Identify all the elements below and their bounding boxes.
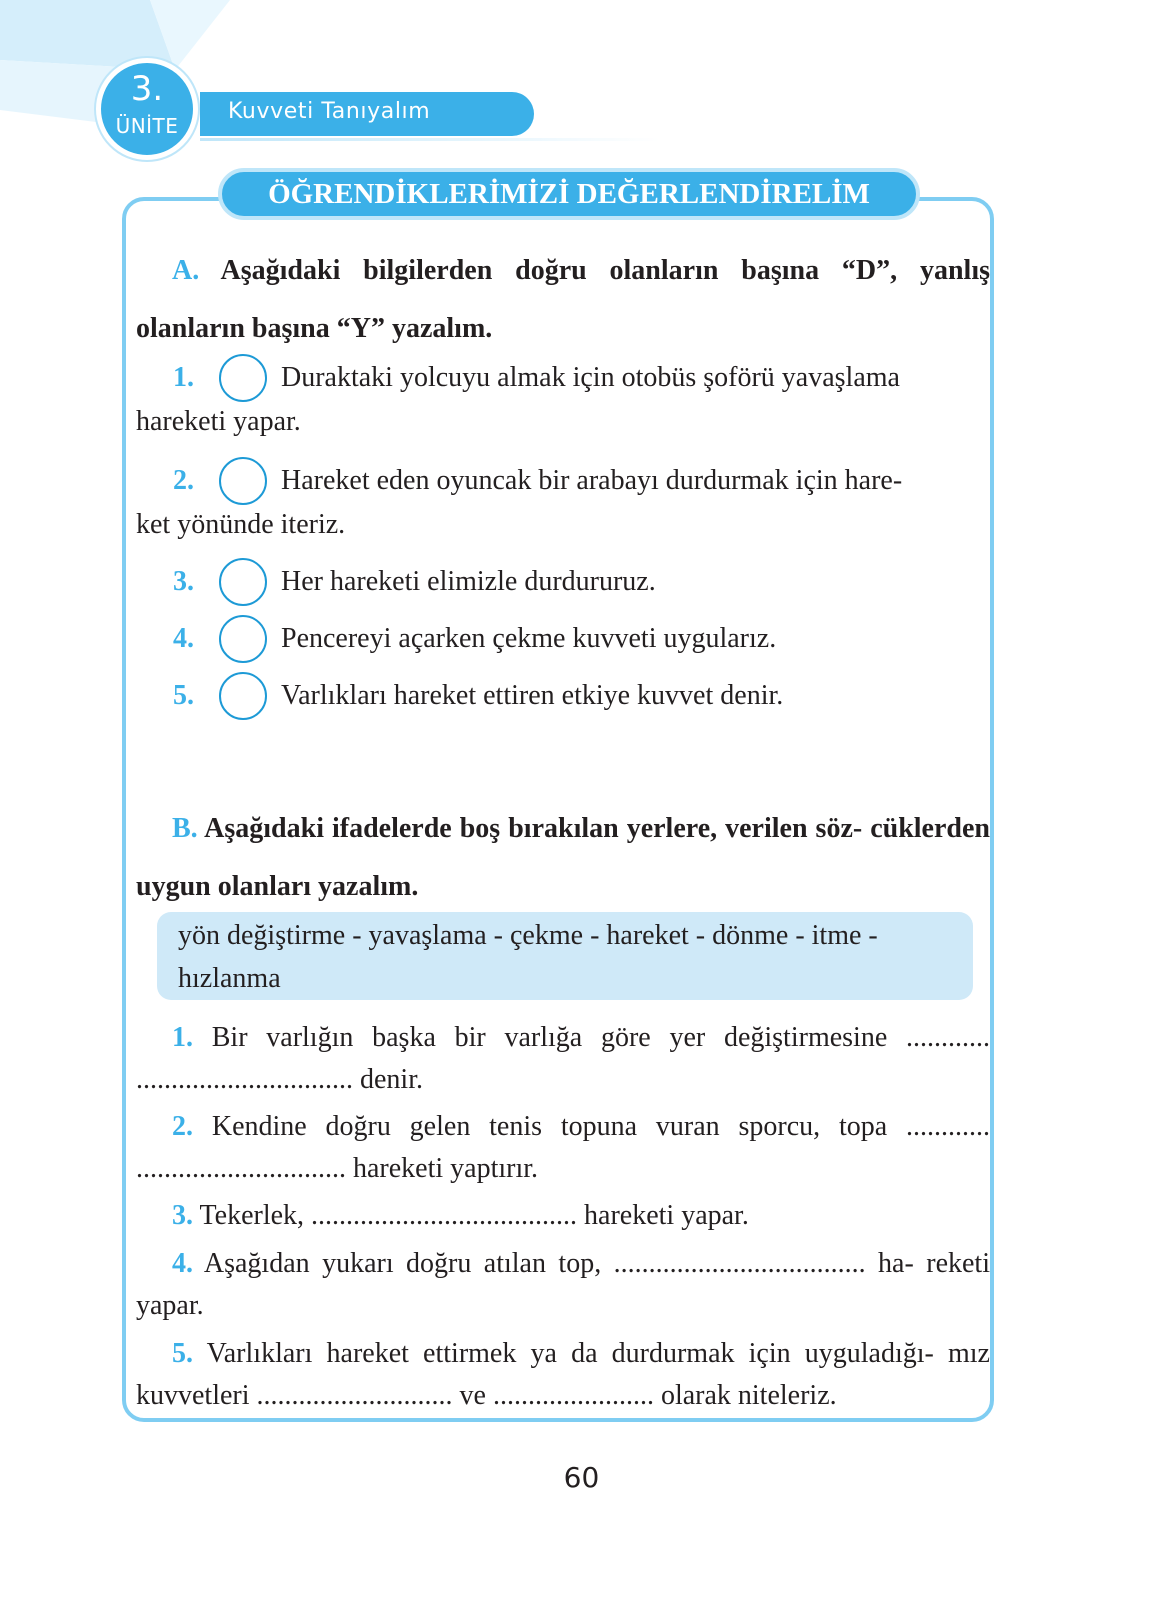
answer-circle[interactable] xyxy=(219,615,267,663)
unit-badge xyxy=(96,58,198,160)
answer-circle[interactable] xyxy=(219,672,267,720)
fill-item-text: Kendine doğru gelen tenis topuna vuran sporcu, topa ............ .............................. hareketi yaptırır. xyxy=(136,1111,991,1184)
header-divider xyxy=(200,138,660,141)
item-number: 5. xyxy=(172,1338,193,1369)
fill-item xyxy=(136,1017,990,1101)
part-b-letter: B. xyxy=(172,813,198,844)
part-b-instruction-text: Aşağıdaki ifadelerde boş bırakılan yerlere, verilen söz- cüklerden uygun olanları yazalım. xyxy=(136,813,990,902)
item-text: Pencereyi açarken çekme kuvveti uygularız. xyxy=(281,623,777,654)
answer-circle[interactable] xyxy=(219,558,267,606)
fill-item xyxy=(136,1106,990,1190)
fill-item-text: Varlıkları hareket ettirmek ya da durdurmak için uyguladığı- mız kuvvetleri ............................ ve ....................... olarak niteleriz. xyxy=(136,1338,990,1411)
fill-item-text: Aşağıdan yukarı doğru atılan top, .................................... ha- reketi yapar. xyxy=(136,1248,990,1321)
item-number: 4. xyxy=(172,1248,193,1279)
fill-item-text: Bir varlığın başka bir varlığa göre yer değiştirmesine ............ ............................... denir. xyxy=(136,1022,990,1095)
item-text: Hareket eden oyuncak bir arabayı durdurmak için hare- xyxy=(281,465,903,496)
part-a-instruction xyxy=(136,242,990,358)
fill-item xyxy=(136,1243,990,1327)
answer-circle[interactable] xyxy=(219,354,267,402)
answer-circle[interactable] xyxy=(219,457,267,505)
fill-item xyxy=(136,1195,990,1237)
item-number: 3. xyxy=(173,566,194,597)
fill-item xyxy=(136,1333,990,1417)
fill-item-text: Tekerlek, ...................................... hareketi yapar. xyxy=(199,1200,749,1231)
unit-title: Kuvveti Tanıyalım xyxy=(228,99,431,124)
item-number: 1. xyxy=(172,1022,193,1053)
part-b-instruction xyxy=(136,800,990,916)
item-number: 4. xyxy=(173,623,194,654)
unit-word: ÜNİTE xyxy=(115,114,179,138)
item-number: 1. xyxy=(173,362,194,393)
item-text-continued: hareketi yapar. xyxy=(136,406,301,437)
section-title: ÖĞRENDİKLERİMİZİ DEĞERLENDİRELİM xyxy=(218,168,920,220)
item-text: Varlıkları hareket ettiren etkiye kuvvet denir. xyxy=(281,680,784,711)
item-number: 2. xyxy=(172,1111,193,1142)
page-number: 60 xyxy=(563,1461,600,1494)
item-text: Her hareketi elimizle durdururuz. xyxy=(281,566,656,597)
item-number: 2. xyxy=(173,465,194,496)
unit-number: 3. xyxy=(130,69,164,109)
item-text: Duraktaki yolcuyu almak için otobüs şoförü yavaşlama xyxy=(281,362,900,393)
item-number: 5. xyxy=(173,680,194,711)
word-bank: yön değiştirme - yavaşlama - çekme - hareket - dönme - itme - hızlanma xyxy=(178,920,878,994)
part-a-instruction-text: Aşağıdaki bilgilerden doğru olanların başına “D”, yanlış olanların başına “Y” yazalım. xyxy=(136,255,990,344)
part-a-letter: A. xyxy=(172,255,200,286)
item-number: 3. xyxy=(172,1200,193,1231)
item-text-continued: ket yönünde iteriz. xyxy=(136,509,346,540)
